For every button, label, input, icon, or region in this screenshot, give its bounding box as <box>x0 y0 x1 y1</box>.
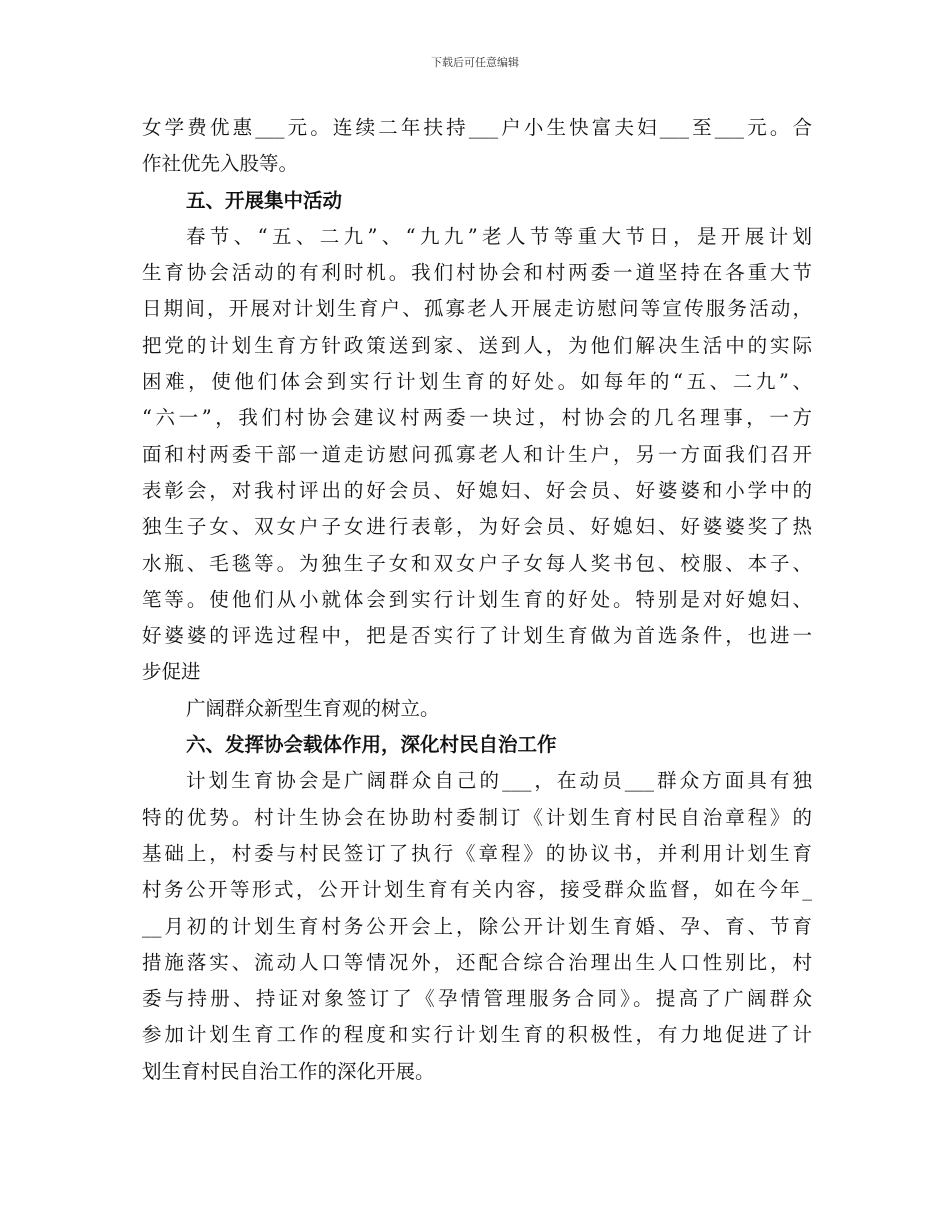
text-line: 划生育村民自治工作的深化开展。 <box>142 1059 435 1083</box>
text-line: 日期间，开展对计划生育户、孤寡老人开展走访慰问等宣传服务活动， <box>142 297 812 321</box>
section-heading: 六、发挥协会载体作用，深化村民自治工作 <box>186 733 557 757</box>
text-line: “六一”，我们村协会建议村两委一块过，村协会的几名理事，一方 <box>142 406 812 430</box>
text-line: 计划生育协会是广阔群众自己的___，在动员___群众方面具有独 <box>186 769 812 793</box>
text-line: 表彰会，对我村评出的好会员、好媳妇、好会员、好婆婆和小学中的 <box>142 478 812 502</box>
text-line: 广阔群众新型生育观的树立。 <box>186 696 440 720</box>
text-line: 笔等。使他们从小就体会到实行计划生育的好处。特别是对好媳妇、 <box>142 587 812 611</box>
text-line: 村务公开等形式，公开计划生育有关内容，接受群众监督，如在今年_ <box>142 878 812 902</box>
page-header: 下载后可任意编辑 <box>431 56 519 69</box>
text-line: 步促进 <box>142 660 201 684</box>
text-line: 参加计划生育工作的程度和实行计划生育的积极性，有力地促进了计 <box>142 1023 812 1047</box>
text-line: 困难，使他们体会到实行计划生育的好处。如每年的“五、二九”、 <box>142 370 812 394</box>
text-line: 生育协会活动的有利时机。我们村协会和村两委一道坚持在各重大节 <box>142 261 812 285</box>
document-body <box>142 110 812 1090</box>
text-line: 水瓶、毛毯等。为独生子女和双女户子女每人奖书包、校服、本子、 <box>142 551 812 575</box>
text-line: 措施落实、流动人口等情况外，还配合综合治理出生人口性别比，村 <box>142 950 812 974</box>
text-line: 把党的计划生育方针政策送到家、送到人，为他们解决生活中的实际 <box>142 333 812 357</box>
section-heading: 五、开展集中活动 <box>186 188 343 212</box>
text-line: 面和村两委干部一道走访慰问孤寡老人和计生户，另一方面我们召开 <box>142 442 812 466</box>
text-line: 独生子女、双女户子女进行表彰，为好会员、好媳妇、好婆婆奖了热 <box>142 515 812 539</box>
text-line: 女学费优惠___元。连续二年扶持___户小生快富夫妇___至___元。合 <box>142 116 812 139</box>
text-line: 委与持册、持证对象签订了《孕情管理服务合同》。提高了广阔群众 <box>142 987 812 1011</box>
text-line: 作社优先入股等。 <box>142 152 299 176</box>
text-line: 好婆婆的评选过程中，把是否实行了计划生育做为首选条件，也进一 <box>142 624 812 648</box>
text-line: 春节、“五、二九”、“九九”老人节等重大节日，是开展计划 <box>186 224 812 248</box>
text-line: 特的优势。村计生协会在协助村委制订《计划生育村民自治章程》的 <box>142 805 812 829</box>
text-line: 基础上，村委与村民签订了执行《章程》的协议书，并利用计划生育 <box>142 841 812 865</box>
text-line: __月初的计划生育村务公开会上，除公开计划生育婚、孕、育、节育 <box>142 914 812 938</box>
